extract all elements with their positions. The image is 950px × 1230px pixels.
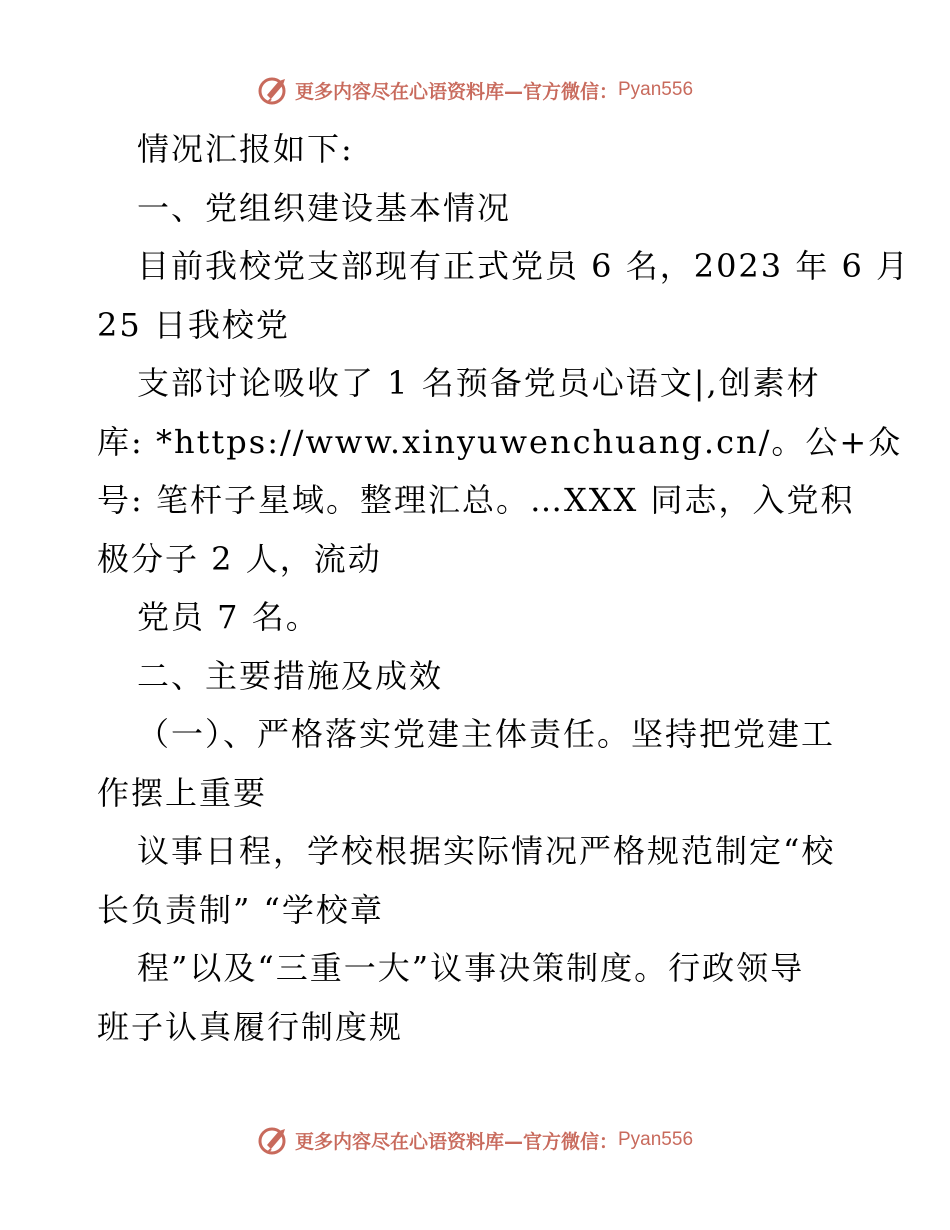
section-heading: 二、主要措施及成效 bbox=[137, 656, 444, 695]
footer-banner bbox=[0, 1120, 950, 1160]
header-banner bbox=[0, 70, 950, 110]
body-line: 程”以及“三重一大”议事决策制度。行政领导 bbox=[137, 949, 805, 987]
body-line: （一）、严格落实党建主体责任。坚持把党建工 bbox=[137, 715, 836, 753]
section-heading: 一、党组织建设基本情况 bbox=[137, 188, 512, 227]
body-line: 作摆上重要 bbox=[97, 773, 268, 812]
footer-banner-text: 更多内容尽在心语资料库—官方微信： bbox=[294, 1130, 618, 1153]
body-line: 支部讨论吸收了 1 名预备党员心语文|,创素材 bbox=[137, 364, 821, 402]
body-line: 党员 7 名。 bbox=[137, 598, 320, 636]
body-line: 班子认真履行制度规 bbox=[97, 1007, 404, 1046]
body-line: 极分子 2 人，流动 bbox=[97, 539, 382, 578]
body-line: 25 日我校党 bbox=[97, 305, 290, 344]
header-banner-text: 更多内容尽在心语资料库—官方微信： bbox=[294, 80, 618, 103]
pen-nib-logo-icon bbox=[257, 1123, 291, 1157]
body-line: 情况汇报如下: bbox=[137, 130, 354, 168]
body-line: 长负责制” “学校章 bbox=[97, 890, 384, 929]
footer-banner-id: Pyan556 bbox=[618, 1129, 694, 1150]
pen-nib-logo-icon bbox=[257, 73, 291, 107]
header-banner-id: Pyan556 bbox=[618, 79, 694, 100]
document-body bbox=[97, 120, 911, 1056]
body-line: 目前我校党支部现有正式党员 6 名，2023 年 6 月 bbox=[137, 247, 911, 285]
body-line: 库: *https://www.xinyuwenchuang.cn/。公+众 bbox=[97, 422, 903, 461]
body-line: 号: 笔杆子星域。整理汇总。…XXX 同志，入党积 bbox=[97, 481, 855, 519]
body-line: 议事日程，学校根据实际情况严格规范制定“校 bbox=[137, 832, 836, 870]
